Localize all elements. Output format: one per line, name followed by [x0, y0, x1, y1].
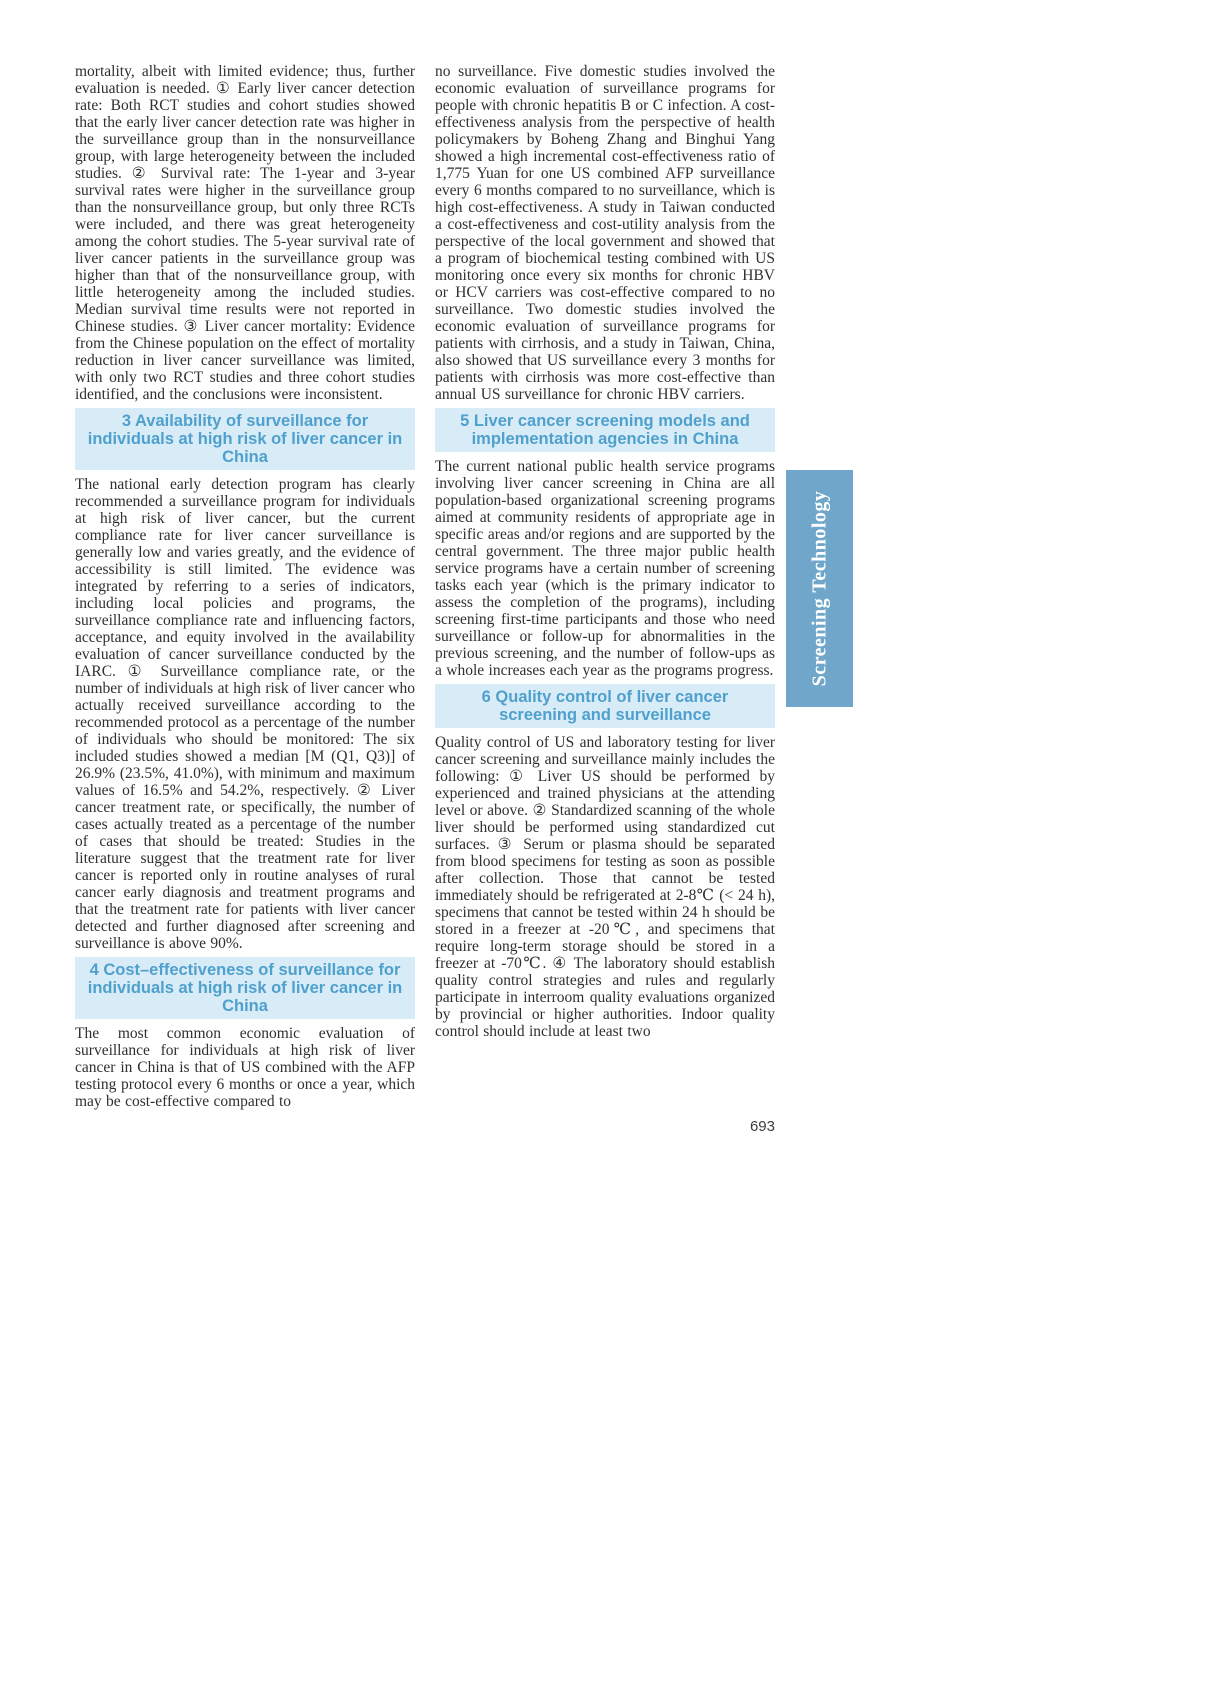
- paragraph-mortality-evidence: mortality, albeit with limited evidence; thus, further evaluation is needed. ① Early liver cancer detection rate: Both RCT studies and cohort studies showed that the early liver cancer detection rate was higher in the surveillance group than in the nonsurveillance group, with large heterogeneity between the included studies. ② Survival rate: The 1-year and 3-year survival rates were higher in the surveillance group than the nonsurveillance group, but only three RCTs were included, and there was great heterogeneity among the cohort studies. The 5-year survival rate of liver cancer patients in the surveillance group was higher than that of the nonsurveillance group, with little heterogeneity among the included studies. Median survival time results were not reported in Chinese studies. ③ Liver cancer mortality: Evidence from the Chinese population on the effect of mortality reduction in liver cancer surveillance was limited, with only two RCT studies and three cohort studies identified, and the conclusions were inconsistent.: [75, 63, 415, 403]
- paragraph-quality-control: Quality control of US and laboratory testing for liver cancer screening and surveillance mainly includes the following: ① Liver US should be performed by experienced and trained physicians at the attending level or above. ② Standardized scanning of the whole liver should be performed using standardized cut surfaces. ③ Serum or plasma should be separated from blood specimens for testing as soon as possible after collection. Those that cannot be tested immediately should be refrigerated at 2-8℃ (< 24 h), specimens that cannot be tested within 24 h should be stored in a freezer at -20℃, and specimens that require long-term storage should be stored in a freezer at -70℃. ④ The laboratory should establish quality control strategies and rules and regularly participate in interroom quality evaluations organized by provincial or higher authorities. Indoor quality control should include at least two: [435, 734, 775, 1040]
- section-heading-availability: 3 Availability of surveillance for individuals at high risk of liver cancer in China: [75, 408, 415, 470]
- paragraph-screening-models: The current national public health service programs involving liver cancer screening in China are all population-based organizational screening programs aimed at community residents of appropriate age in specific areas and/or regions and are supported by the central government. The three major public health service programs have a certain number of screening tasks each year (which is the primary indicator to assess the completion of the programs), including screening first-time participants and those who need surveillance or follow-up for abnormalities in the previous screening, and the number of follow-ups as a whole increases each year as the programs progress.: [435, 458, 775, 679]
- section-heading-screening-models: 5 Liver cancer screening models and implementation agencies in China: [435, 408, 775, 452]
- paragraph-availability: The national early detection program has clearly recommended a surveillance program for individuals at high risk of liver cancer, but the current compliance rate for liver cancer surveillance is generally low and varies greatly, and the evidence of accessibility is still limited. The evidence was integrated by referring to a series of indicators, including local policies and programs, the surveillance compliance rate and influencing factors, acceptance, and equity involved in the availability evaluation of cancer surveillance conducted by the IARC. ① Surveillance compliance rate, or the number of individuals at high risk of liver cancer who actually received surveillance according to the recommended protocol as a percentage of the number of individuals who should be monitored: The six included studies showed a median [M (Q1, Q3)] of 26.9% (23.5%, 41.0%), with minimum and maximum values of 16.5% and 54.2%, respectively. ② Liver cancer treatment rate, or specifically, the number of cases actually treated as a percentage of the number of cases that should be treated: Studies in the literature suggest that the treatment rate for liver cancer is reported only in routine analyses of rural cancer early diagnosis and treatment programs and that the treatment rate for patients with liver cancer detected and further diagnosed after screening and surveillance is above 90%.: [75, 476, 415, 952]
- left-column: [75, 63, 415, 1110]
- section-heading-quality-control: 6 Quality control of liver cancer screening and surveillance: [435, 684, 775, 728]
- chapter-edge-tab-label: Screening Technology: [808, 490, 830, 687]
- paragraph-cost-effectiveness: The most common economic evaluation of surveillance for individuals at high risk of liver cancer in China is that of US combined with the AFP testing protocol every 6 months or once a year, which may be cost-effective compared to: [75, 1025, 415, 1110]
- right-column: [435, 63, 775, 1040]
- section-heading-cost-effectiveness: 4 Cost–effectiveness of surveillance for individuals at high risk of liver cancer in China: [75, 957, 415, 1019]
- paragraph-cost-effectiveness-continued: no surveillance. Five domestic studies involved the economic evaluation of surveillance programs for people with chronic hepatitis B or C infection. A cost-effectiveness analysis from the perspective of health policymakers by Boheng Zhang and Binghui Yang showed a high incremental cost-effectiveness ratio of 1,775 Yuan for one US combined AFP surveillance every 6 months compared to no surveillance, which is high cost-effectiveness. A study in Taiwan conducted a cost-effectiveness and cost-utility analysis from the perspective of the local government and showed that a program of biochemical testing combined with US monitoring once every six months for chronic HBV or HCV carriers was cost-effective compared to no surveillance. Two domestic studies involved the economic evaluation of surveillance programs for patients with cirrhosis, and a study in Taiwan, China, also showed that US surveillance every 3 months for patients with cirrhosis was more cost-effective than annual US surveillance for chronic HBV carriers.: [435, 63, 775, 403]
- chapter-edge-tab: [786, 470, 853, 707]
- page-number: 693: [749, 1118, 775, 1135]
